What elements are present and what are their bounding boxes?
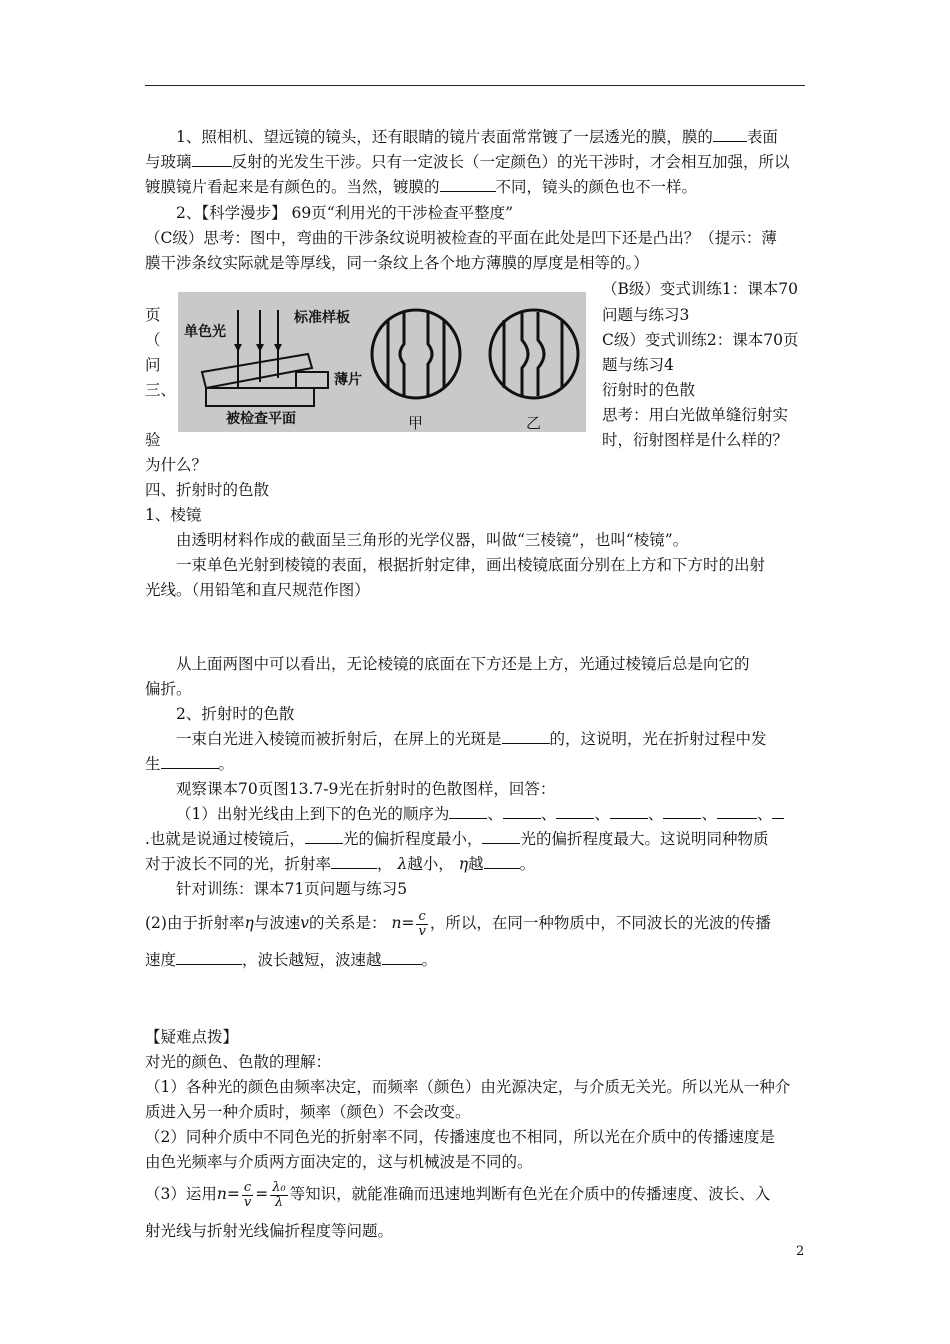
label-standard-plate: 标准样板 bbox=[294, 310, 350, 326]
p1-text-3b: 不同，镜头的颜色也不一样。 bbox=[495, 178, 698, 196]
thin-sheet bbox=[296, 372, 328, 388]
right-line-4: 题与练习4 bbox=[602, 356, 674, 374]
dispersion-line-1 bbox=[176, 729, 767, 749]
why-line: 为什么？ bbox=[145, 456, 208, 474]
p2-line3: 膜干涉条纹实际就是等厚线，同一条纹上各个地方薄膜的厚度是相等的。） bbox=[145, 254, 649, 272]
p1-text-3a: 镀膜镜片看起来是有颜色的。当然，镀膜的 bbox=[145, 178, 440, 196]
right-line-3: C级）变式训练2：课本70页 bbox=[602, 331, 799, 349]
p1-line1 bbox=[176, 127, 778, 147]
color-blank-1[interactable] bbox=[449, 804, 487, 819]
blank-5[interactable] bbox=[161, 754, 219, 769]
prism-conclusion-2: 偏折。 bbox=[145, 680, 192, 698]
blank-index[interactable] bbox=[331, 854, 377, 869]
n-symbol-2: n bbox=[216, 1185, 227, 1203]
fringe-circle-jia bbox=[372, 310, 460, 398]
blank-least[interactable] bbox=[305, 829, 343, 844]
eta-symbol-2: η bbox=[244, 914, 254, 932]
blank-speed-2[interactable] bbox=[382, 950, 422, 965]
dispersion-text-1a: 一束白光进入棱镜而被折射后，在屏上的光斑是 bbox=[176, 730, 502, 748]
p2-line1: 2、【科学漫步】 69页“利用光的干涉检查平整度” bbox=[176, 204, 514, 222]
tip-1-line-2: 质进入另一种介质时，频率（颜色）不会改变。 bbox=[145, 1103, 471, 1121]
blank-1[interactable] bbox=[713, 127, 747, 142]
v-symbol: v bbox=[300, 914, 310, 932]
lambda-fraction bbox=[270, 1181, 287, 1210]
interference-figure-svg bbox=[178, 292, 586, 432]
sep-4: 、 bbox=[647, 805, 664, 823]
q3-text-f: 越 bbox=[468, 855, 484, 873]
label-jia: 甲 bbox=[408, 414, 424, 432]
p1-text-2a: 与玻璃 bbox=[145, 153, 192, 171]
dispersion-text-2a: 生 bbox=[145, 755, 161, 773]
left-frag-1: 页 bbox=[145, 306, 161, 324]
q1-text: （1）出射光线由上到下的色光的顺序为 bbox=[176, 805, 450, 823]
p1-line3 bbox=[145, 177, 697, 197]
ray-arrow-1 bbox=[234, 344, 242, 352]
blank-4[interactable] bbox=[502, 729, 550, 744]
c-over-v-fraction bbox=[416, 910, 427, 939]
q4-text-e: 的关系是： bbox=[309, 914, 387, 932]
tip-2-line-2: 由色光频率与介质两方面决定的，这与机械波是不同的。 bbox=[145, 1153, 533, 1171]
fraction-denominator: v bbox=[418, 923, 426, 939]
observe-line: 观察课本70页图13.7-9光在折射时的色散图样，回答： bbox=[176, 780, 556, 798]
tip-3-line-1 bbox=[145, 1176, 770, 1212]
q5-text-a: 速度 bbox=[145, 951, 177, 969]
prism-heading: 1、棱镜 bbox=[145, 506, 202, 524]
color-blank-3[interactable] bbox=[556, 804, 594, 819]
right-line-2: 问题与练习3 bbox=[602, 306, 690, 324]
q5-text-c: 。 bbox=[421, 951, 438, 969]
tips-intro: 对光的颜色、色散的理解： bbox=[145, 1053, 332, 1071]
sep-6: 、 bbox=[756, 805, 773, 823]
n-symbol: n bbox=[391, 914, 402, 932]
right-line-5: 衍射时的色散 bbox=[602, 381, 696, 399]
tip-3-text-b: 等知识，就能准确而迅速地判断有色光在介质中的传播速度、波长、入 bbox=[289, 1185, 771, 1203]
p1-line2 bbox=[145, 152, 790, 172]
label-thin-sheet: 薄片 bbox=[334, 372, 362, 388]
q5-text-b: ，波长越短，波速越 bbox=[242, 951, 382, 969]
q4-line bbox=[145, 905, 771, 941]
right-line-1: （B级）变式训练1：课本70 bbox=[602, 280, 798, 298]
prism-conclusion-1: 从上面两图中可以看出，无论棱镜的底面在下方还是上方，光通过棱镜后总是向它的 bbox=[176, 655, 750, 673]
fraction3-denominator: λ bbox=[274, 1194, 284, 1210]
color-blank-2[interactable] bbox=[503, 804, 541, 819]
c-over-v-fraction-2 bbox=[242, 1181, 253, 1210]
blank-2[interactable] bbox=[192, 152, 232, 167]
dispersion-heading: 2、折射时的色散 bbox=[176, 705, 295, 723]
p1-text-2b: 反射的光发生干涉。只有一定波长（一定颜色）的光干涉时，才会相互加强，所以 bbox=[231, 153, 790, 171]
blank-speed[interactable] bbox=[176, 950, 242, 965]
p2-line2: （C级）思考：图中，弯曲的干涉条纹说明被检查的平面在此处是凹下还是凸出？（提示：薄 bbox=[145, 229, 777, 247]
q4-text-a: (2)由于折射率 bbox=[145, 914, 245, 932]
ray-arrow-2 bbox=[256, 344, 264, 352]
q2-text-c: 光的偏折程度最大。这说明同种物质 bbox=[520, 830, 769, 848]
tested-plane bbox=[206, 388, 314, 406]
blank-3[interactable] bbox=[440, 177, 496, 192]
eq-symbol-3: = bbox=[255, 1185, 269, 1203]
prism-def: 由透明材料作成的截面呈三角形的光学仪器，叫做“三棱镜”，也叫“棱镜”。 bbox=[176, 531, 689, 549]
sep-5: 、 bbox=[701, 805, 717, 823]
yi-fringe-2 bbox=[522, 312, 528, 396]
color-blank-4[interactable] bbox=[610, 804, 648, 819]
dispersion-text-1b: 的，这说明，光在折射过程中发 bbox=[549, 730, 767, 748]
section4-heading: 四、折射时的色散 bbox=[145, 481, 270, 499]
right-line-6: 思考：用白光做单缝衍射实 bbox=[602, 406, 789, 424]
color-blank-7[interactable] bbox=[772, 804, 784, 819]
tip-1-line-1: （1）各种光的颜色由频率决定，而频率（颜色）由光源决定，与介质无关光。所以光从一种介 bbox=[145, 1078, 791, 1096]
p1-text-1a: 1、照相机、望远镜的镜头，还有眼睛的镜片表面常常镀了一层透光的膜，膜的 bbox=[176, 128, 713, 146]
eq-symbol: = bbox=[401, 914, 415, 932]
tip-3-text-a: （3）运用 bbox=[145, 1185, 217, 1203]
sep-1: 、 bbox=[487, 805, 503, 823]
page-number: 2 bbox=[796, 1244, 805, 1259]
q3-text-b: ， bbox=[377, 855, 393, 873]
prism-task-2: 光线。（用铅笔和直尺规范作图） bbox=[145, 581, 370, 599]
tip-2-line-1: （2）同种介质中不同色光的折射率不同，传播速度也不相同，所以光在介质中的传播速度是 bbox=[145, 1128, 775, 1146]
tips-heading: 【疑难点拨】 bbox=[145, 1028, 239, 1046]
interference-figure bbox=[178, 292, 586, 432]
fraction2-denominator: v bbox=[243, 1194, 252, 1210]
q2-text-a: .也就是说通过棱镜后， bbox=[145, 830, 305, 848]
jia-fringe-2 bbox=[400, 312, 404, 396]
left-frag-4: 三、 bbox=[145, 381, 177, 399]
fraction2-numerator: c bbox=[242, 1181, 253, 1196]
eta-symbol: η bbox=[458, 855, 469, 873]
label-monochromatic-light: 单色光 bbox=[184, 324, 226, 340]
q3-text-d: 越小， bbox=[407, 855, 454, 873]
blank-most[interactable] bbox=[482, 829, 520, 844]
jia-fringe-3 bbox=[428, 312, 432, 396]
prism-task-1: 一束单色光射到棱镜的表面，根据折射定律，画出棱镜底面分别在上方和下方时的出射 bbox=[176, 556, 766, 574]
q2-line bbox=[145, 829, 768, 849]
q5-line bbox=[145, 950, 437, 970]
tip-3-line-2: 射光线与折射光线偏折程度等问题。 bbox=[145, 1222, 394, 1240]
fraction-numerator: c bbox=[416, 910, 427, 925]
blank-eta[interactable] bbox=[484, 854, 520, 869]
sep-3: 、 bbox=[594, 805, 610, 823]
sep-2: 、 bbox=[540, 805, 557, 823]
color-blank-5[interactable] bbox=[663, 804, 701, 819]
label-yi: 乙 bbox=[526, 414, 542, 432]
q2-text-b: 光的偏折程度最小， bbox=[342, 830, 483, 848]
fraction3-numerator: λ₀ bbox=[272, 1179, 286, 1195]
training-line: 针对训练：课本71页问题与练习5 bbox=[176, 880, 408, 898]
right-line-7: 时，衍射图样是什么样的？ bbox=[602, 431, 789, 449]
left-frag-3: 问 bbox=[145, 356, 161, 374]
q3-text-g: 。 bbox=[519, 855, 536, 873]
p1-text-1b: 表面 bbox=[746, 128, 778, 146]
q1-line bbox=[176, 804, 784, 824]
dispersion-text-2b: 。 bbox=[218, 755, 235, 773]
ray-arrow-3 bbox=[274, 344, 282, 352]
lambda-symbol: λ bbox=[397, 855, 408, 873]
q4-text-j: ，所以，在同一种物质中，不同波长的光波的传播 bbox=[429, 914, 771, 932]
q3-line bbox=[145, 854, 535, 874]
q4-text-c: 与波速 bbox=[253, 914, 301, 932]
left-frag-2: （ bbox=[145, 331, 161, 349]
eq-symbol-2: = bbox=[226, 1185, 240, 1203]
q3-text-a: 对于波长不同的光，折射率 bbox=[145, 855, 332, 873]
color-blank-6[interactable] bbox=[717, 804, 757, 819]
label-tested-plane: 被检查平面 bbox=[226, 411, 296, 427]
yi-fringe-3 bbox=[538, 312, 544, 396]
left-frag-5: 验 bbox=[145, 431, 161, 449]
header-rule bbox=[145, 85, 805, 86]
dispersion-line-2 bbox=[145, 754, 234, 774]
